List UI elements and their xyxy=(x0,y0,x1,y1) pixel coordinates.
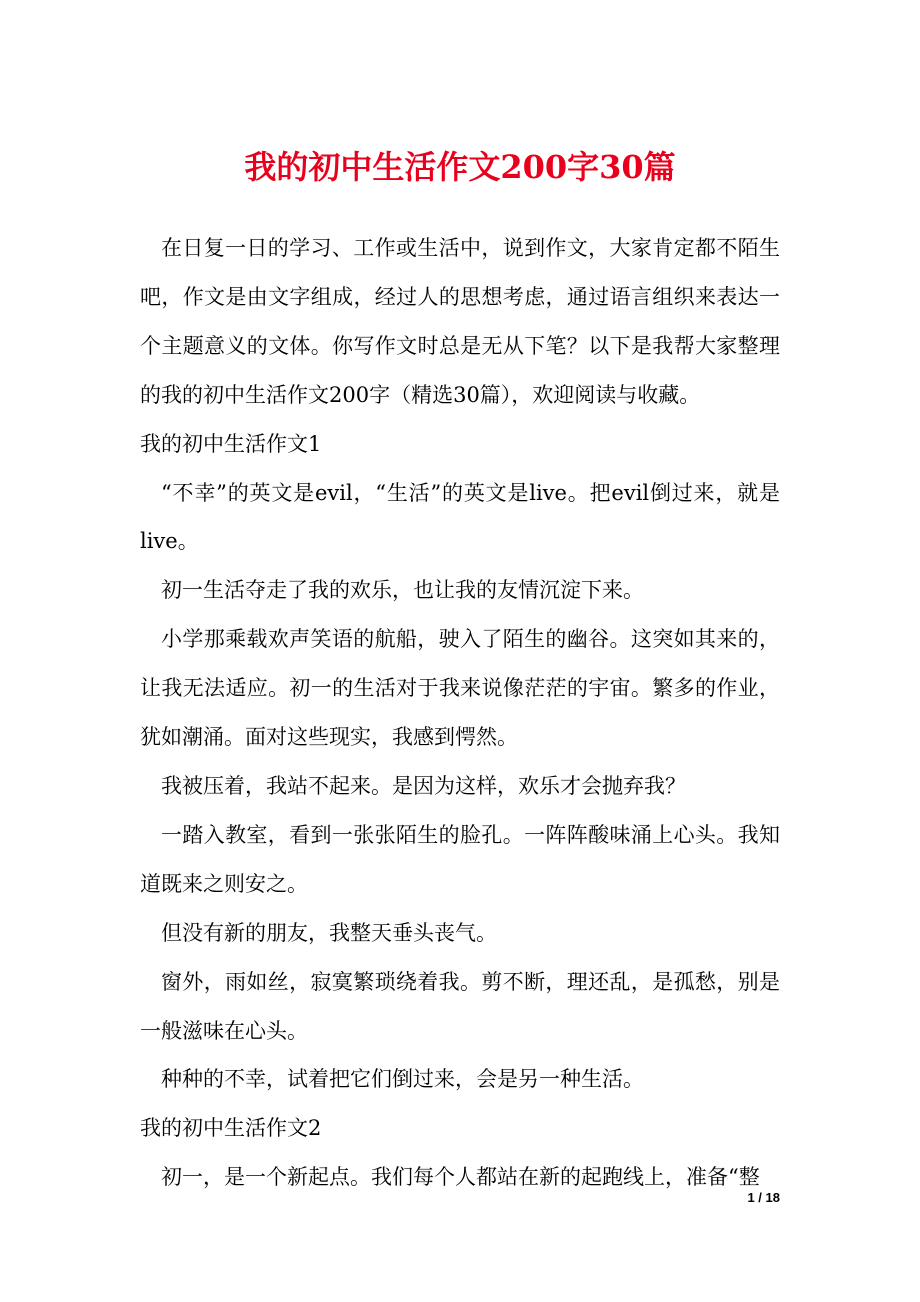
paragraph: 我被压着，我站不起来。是因为这样，欢乐才会抛弃我？ xyxy=(161,773,686,798)
intro-paragraph: 在日复一日的学习、工作或生活中，说到作文，大家肯定都不陌生吧，作文是由文字组成，经过人的思想考虑，通过语言组织来表达一个主题意义的文体。你写作文时总是无从下笔？以下是我帮大家整理的我的初中生活作文200字（精选30篇），欢迎阅读与收藏。 xyxy=(140,236,780,407)
paragraph: 初一，是一个新起点。我们每个人都站在新的起跑线上，准备“整 xyxy=(161,1165,760,1190)
paragraph: 种种的不幸，试着把它们倒过来，会是另一种生活。 xyxy=(161,1067,644,1092)
page-indicator: 1 / 18 xyxy=(747,1190,780,1205)
paragraph: 初一生活夺走了我的欢乐，也让我的友情沉淀下来。 xyxy=(161,578,644,603)
paragraph: “不幸”的英文是evil，“生活”的英文是live。把evil倒过来，就是live。 xyxy=(140,480,780,554)
paragraph: 小学那乘载欢声笑语的航船，驶入了陌生的幽谷。这突如其来的，让我无法适应。初一的生活对于我来说像茫茫的宇宙。繁多的作业，犹如潮涌。面对这些现实，我感到愕然。 xyxy=(140,627,780,750)
paragraph: 窗外，雨如丝，寂寞繁琐绕着我。剪不断，理还乱，是孤愁，别是一般滋味在心头。 xyxy=(140,969,780,1043)
paragraph: 一踏入教室，看到一张张陌生的脸孔。一阵阵酸味涌上心头。我知道既来之则安之。 xyxy=(140,822,780,896)
paragraph: 但没有新的朋友，我整天垂头丧气。 xyxy=(161,920,497,945)
section-heading-2: 我的初中生活作文2 xyxy=(140,1116,322,1141)
section-heading-1: 我的初中生活作文1 xyxy=(140,431,322,456)
document-title: 我的初中生活作文200字30篇 xyxy=(244,148,676,186)
document-body xyxy=(140,224,780,1202)
